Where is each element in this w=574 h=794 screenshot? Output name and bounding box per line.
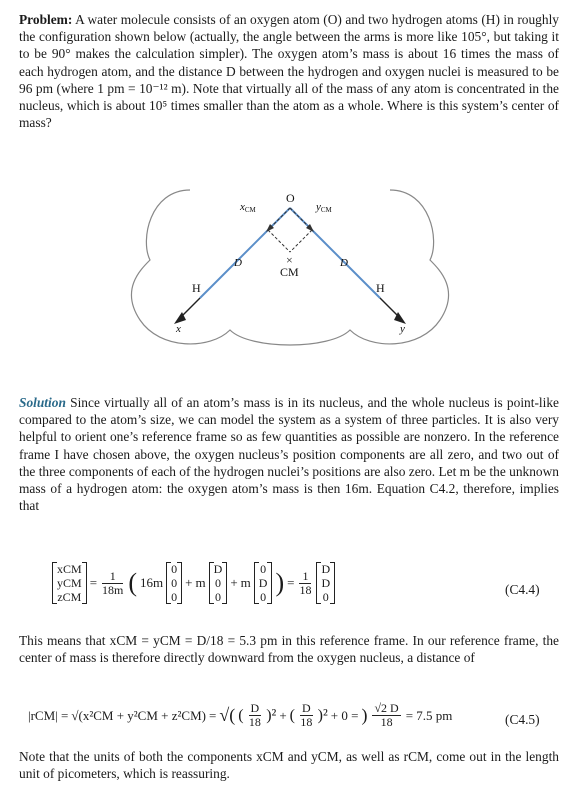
paragraph-4: Note that the units of both the components xCM and yCM, as well as rCM, come out in the length unit of picometers, which is reassuring. [19, 749, 559, 782]
term-b: $\frac{D}{18}$ [300, 701, 313, 729]
y-axis-label: y [400, 323, 405, 335]
water-molecule-diagram [110, 180, 470, 360]
cm-mark: × [286, 253, 293, 267]
cm-dash-1 [268, 230, 290, 252]
problem-paragraph [19, 11, 559, 131]
prefactor: $\frac{1}{18m}$ [102, 568, 124, 597]
term-a: $\frac{D}{18}$ [248, 701, 261, 729]
cm-label: CM [280, 265, 299, 279]
solution-label: Solution [19, 395, 66, 410]
problem-text: A water molecule consists of an oxygen atom (O) and two hydrogen atoms (H) in roughly the configuration shown below (actually, the angle between the arms is more like 105°, but taking it to be 90° makes the calculation simpler). The oxygen atom’s mass is about 16 times the mass of each hydrogen atom, and the distance D between the hydrogen and oxygen nuclei is measured to be 96 pm (where 1 pm = 10⁻¹² m). Note that virtually all of the mass of any atom is concentrated in the nucleus, which is about 10⁵ times smaller than the atom as a whole. Where is this system’s center of mass? [19, 12, 559, 131]
h-left-label: H [192, 281, 201, 295]
solution-paragraph [19, 394, 559, 514]
rhs-factor: $\frac{1}{18}$ [299, 568, 312, 597]
term1-coef: 16m [140, 575, 164, 590]
problem-label: Problem: [19, 12, 73, 27]
oxygen-label: O [286, 191, 295, 205]
term3-coef: m [240, 575, 251, 590]
d-left-label: D [234, 257, 242, 269]
ycm-label: yCM [316, 201, 332, 214]
paragraph-3: This means that xCM = yCM = D/18 = 5.3 pm in this reference frame. In our reference frame, the center of mass is therefore directly downward from the oxygen nucleus, a distance of [19, 633, 559, 666]
term1-vector: 0 0 0 [166, 562, 182, 604]
eq2-result: = 7.5 pm [405, 707, 453, 723]
term3-vector: 0 D 0 [254, 562, 273, 604]
eq2-sqrt: √(x²CM + y²CM + z²CM) [71, 707, 206, 723]
term2-vector: D 0 0 [209, 562, 228, 604]
equation-c4-4: xCM yCM zCM = $\frac{1}{18m}$ ( 16m 0 0 0 + m D 0 0 + m 0 D 0 ) = $\frac{1}{18}$ D D 0 [52, 562, 335, 604]
eq2-lhs: |rCM| = [28, 707, 69, 723]
rhs-vector: D D 0 [316, 562, 335, 604]
d-right-label: D [340, 257, 348, 269]
lhs-vector: xCM yCM zCM [52, 562, 87, 604]
x-axis-label: x [176, 323, 181, 335]
bond-right [290, 208, 380, 298]
eq-number-c4-5: (C4.5) [505, 712, 540, 727]
equation-c4-5: |rCM| = √(x²CM + y²CM + z²CM) = √( ( $\frac{D}{18}$ )² + ( $\frac{D}{18}$ )² + 0 = ) $\frac{√2 D}{18}$ = 7.5 pm [28, 701, 453, 729]
bond-left [200, 208, 290, 298]
eq-number-c4-4: (C4.4) [505, 582, 540, 597]
cm-dash-2 [290, 230, 312, 252]
result-frac: $\frac{√2 D}{18}$ [374, 701, 399, 729]
h-right-label: H [376, 281, 385, 295]
xcm-label: xCM [240, 201, 256, 214]
solution-text: Since virtually all of an atom’s mass is in its nucleus, and the whole nucleus is point-like compared to the atom’s size, we can model the system as a system of three particles. It is also very helpful to orient one’s reference frame so as few quantities as possible are nonzero. In the reference frame I have chosen above, the oxygen nucleus’s position components are all zero, and two out of the three components of each of the hydrogen nuclei’s positions are also zero. Let m be the unknown mass of a hydrogen atom: the oxygen atom’s mass is then 16m. Equation C4.2, therefore, implies that [19, 395, 559, 514]
term2-coef: m [195, 575, 206, 590]
